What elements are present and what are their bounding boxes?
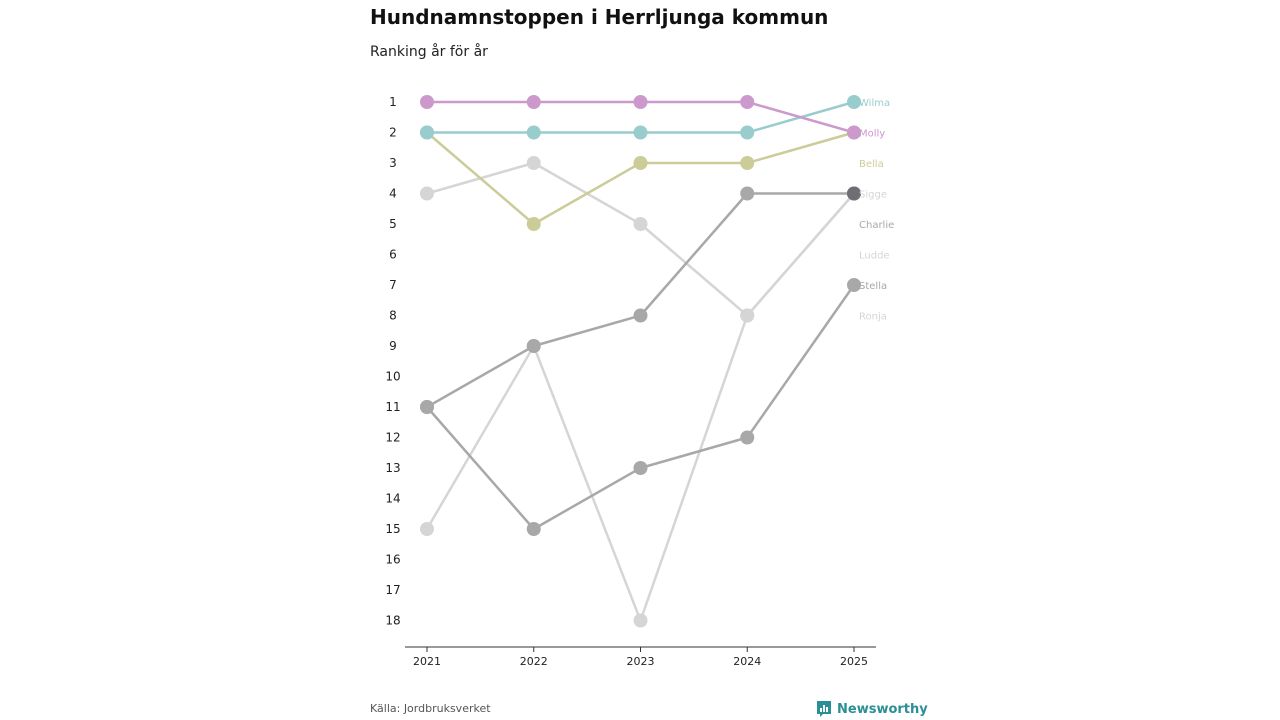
series-point-wilma: [634, 126, 648, 140]
series-point-bella: [527, 217, 541, 231]
newsworthy-logo-icon: [816, 700, 832, 718]
y-tick-label: 16: [385, 552, 401, 567]
end-label-molly: Molly: [859, 128, 886, 140]
series-point-wilma: [740, 126, 754, 140]
y-tick-label: 5: [389, 217, 397, 231]
series-point-charlie: [634, 309, 648, 323]
series-point-ludde: [420, 187, 434, 201]
y-tick-label: 7: [389, 278, 397, 292]
y-tick-label: 12: [385, 430, 401, 445]
x-tick-label: 2021: [413, 655, 441, 668]
end-label-ludde: Ludde: [859, 250, 890, 262]
y-tick-label: 10: [385, 369, 401, 384]
end-label-sigge: Sigge: [859, 189, 887, 201]
series-point-molly: [420, 95, 434, 109]
series-line-ronja: [427, 194, 854, 621]
x-tick-label: 2023: [626, 655, 655, 668]
series-point-stella: [634, 461, 648, 475]
series-point-charlie: [420, 400, 434, 414]
series-points: [420, 95, 861, 628]
series-point-stella: [740, 431, 754, 445]
series-point-stella: [527, 522, 541, 536]
chart-title: Hundnamnstoppen i Herrljunga kommun: [370, 5, 829, 29]
y-tick-label: 17: [385, 583, 401, 597]
end-labels: [859, 98, 894, 323]
y-tick-label: 15: [385, 522, 401, 536]
y-tick-label: 14: [385, 491, 401, 506]
y-tick-label: 18: [385, 613, 401, 628]
y-tick-label: 8: [389, 308, 397, 323]
series-point-ludde: [634, 217, 648, 231]
brand[interactable]: [816, 700, 928, 718]
y-axis: [385, 95, 400, 628]
x-axis: [413, 647, 868, 668]
y-tick-label: 2: [389, 125, 397, 140]
series-point-molly: [740, 95, 754, 109]
y-tick-label: 6: [389, 247, 397, 262]
y-tick-label: 13: [385, 461, 401, 475]
x-tick-label: 2022: [519, 655, 548, 668]
end-label-stella: Stella: [859, 281, 888, 292]
x-tick-label: 2024: [733, 655, 762, 668]
series-point-ronja: [634, 614, 648, 628]
x-tick-label: 2025: [840, 655, 868, 668]
y-tick-label: 4: [389, 186, 397, 201]
end-label-charlie: Charlie: [859, 220, 895, 231]
brand-name: Newsworthy: [837, 701, 928, 717]
end-label-wilma: Wilma: [859, 98, 891, 109]
end-label-bella: Bella: [859, 159, 884, 170]
series-lines: [427, 102, 854, 621]
series-point-charlie: [740, 187, 754, 201]
end-label-ronja: Ronja: [859, 311, 887, 323]
source-note: Källa: Jordbruksverket: [370, 702, 491, 715]
series-point-charlie: [527, 339, 541, 353]
series-point-molly: [527, 95, 541, 109]
y-tick-label: 9: [389, 339, 397, 353]
series-point-molly: [634, 95, 648, 109]
series-point-ronja: [420, 522, 434, 536]
series-point-bella: [740, 156, 754, 170]
series-point-wilma: [420, 126, 434, 140]
series-point-bella: [634, 156, 648, 170]
chart-subtitle: Ranking år för år: [370, 44, 488, 60]
series-point-wilma: [527, 126, 541, 140]
series-point-ludde: [527, 156, 541, 170]
y-tick-label: 1: [389, 95, 397, 109]
series-point-ludde: [740, 309, 754, 323]
y-tick-label: 3: [389, 156, 397, 170]
y-tick-label: 11: [385, 400, 401, 414]
series-line-bella: [427, 133, 854, 225]
